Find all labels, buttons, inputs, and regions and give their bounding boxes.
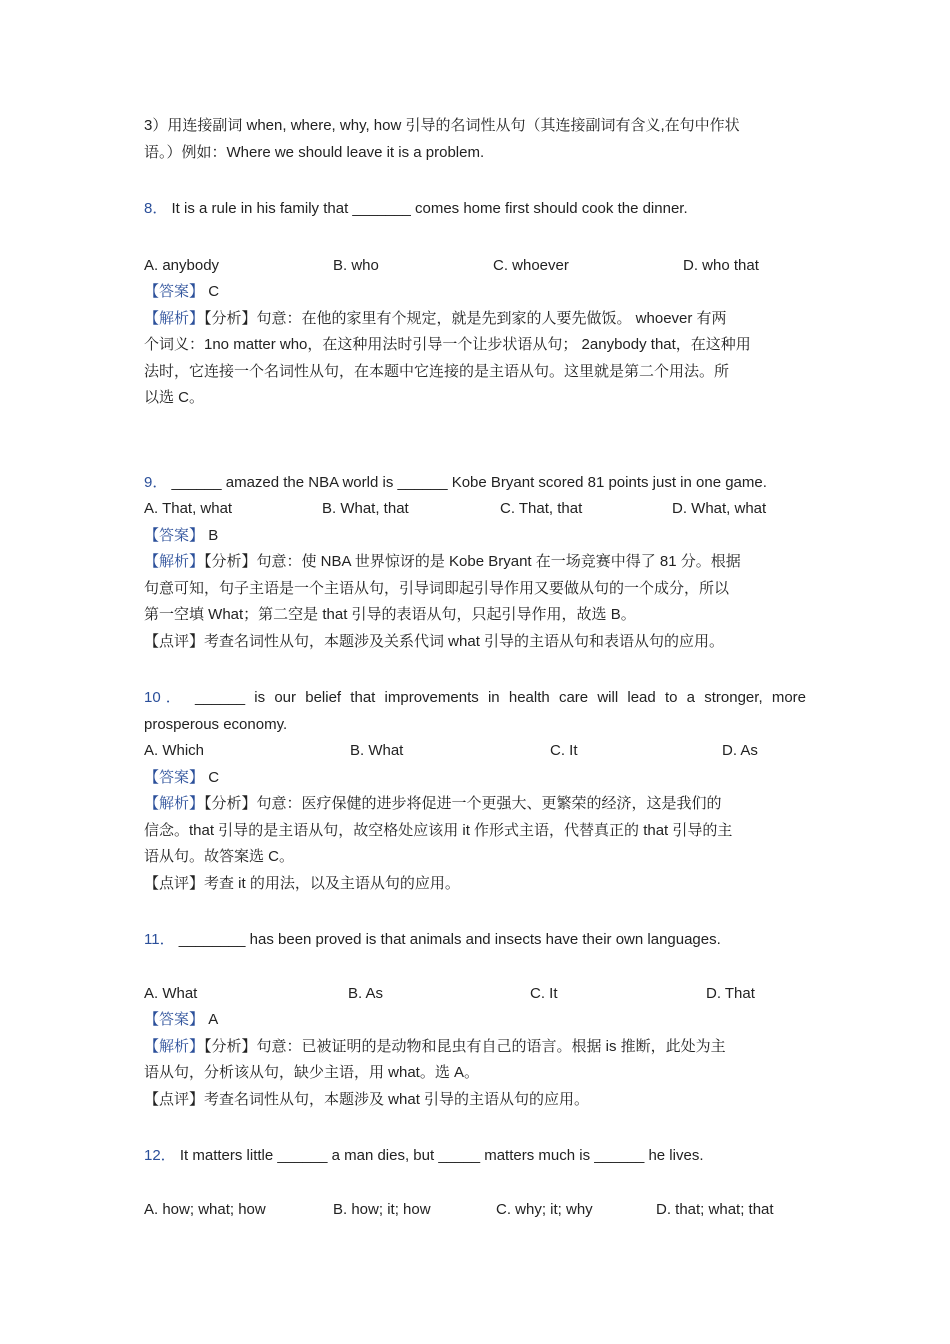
question-9-comment: 【点评】考查名词性从句，本题涉及关系代词 what 引导的主语从句和表语从句的应用。	[144, 632, 725, 650]
question-8-analysis-line-3: 法时，它连接一个名词性从句，在本题中它连接的是主语从句。这里就是第二个用法。所	[144, 362, 730, 380]
question-9-answer	[144, 523, 806, 550]
analysis-label: 【解析】	[144, 795, 205, 812]
option-b: B. As	[348, 984, 384, 1002]
intro-line-2: 语。）例如：Where we should leave it is a problem.	[144, 143, 485, 161]
question-8-text: It is a rule in his family that _______ comes home first should cook the dinner.	[171, 200, 688, 217]
question-11-comment: 【点评】考查名词性从句，本题涉及 what 引导的主语从句的应用。	[144, 1090, 590, 1108]
question-12-options	[144, 1197, 806, 1224]
option-d: D. that; what; that	[656, 1200, 774, 1218]
option-c: C. It	[550, 742, 578, 759]
question-10-options	[144, 738, 806, 765]
option-a: A. That, what	[144, 500, 233, 517]
intro-line-1: 3）用连接副词 when, where, why, how 引导的名词性从句（其连接副词有含义,在句中作状	[144, 117, 740, 134]
question-10-answer	[144, 765, 806, 792]
question-8-stem	[144, 196, 806, 223]
answer-value: A	[208, 1011, 219, 1028]
question-9-text: ______ amazed the NBA world is ______ Kobe Bryant scored 81 points just in one game.	[171, 473, 767, 491]
option-a: A. how; what; how	[144, 1200, 266, 1218]
question-11-stem	[144, 927, 806, 954]
question-12-stem	[144, 1143, 806, 1170]
question-8-analysis-line-4: 以选 C。	[144, 389, 205, 406]
question-9-analysis-line-2: 句意可知，句子主语是一个主语从句，引导词即起引导作用又要做从句的一个成分，所以	[144, 579, 730, 597]
question-11-answer	[144, 1007, 806, 1034]
question-11-analysis-line-2: 语从句，分析该从句，缺少主语，用 what。选 A。	[144, 1064, 480, 1081]
option-c: C. whoever	[493, 256, 569, 274]
question-9-number: 9．	[144, 473, 168, 491]
option-d: D. As	[722, 742, 758, 759]
option-a: A. Which	[144, 742, 205, 759]
answer-value: C	[208, 283, 220, 300]
comment-label: 【点评】	[144, 1090, 205, 1108]
option-b: B. What	[350, 742, 404, 759]
question-10-comment: 【点评】考查 it 的用法，以及主语从句的应用。	[144, 874, 460, 892]
option-c: C. That, that	[500, 500, 583, 517]
question-10-analysis-line-2: 信念。that 引导的是主语从句，故空格处应该用 it 作形式主语，代替真正的 that 引导的主	[144, 821, 733, 839]
option-d: D. What, what	[672, 500, 767, 517]
option-d: D. who that	[683, 256, 759, 274]
option-c: C. why; it; why	[496, 1200, 593, 1218]
answer-value: C	[208, 768, 220, 786]
question-10-analysis-line-3: 语从句。故答案选 C。	[144, 848, 295, 865]
question-8-options	[144, 253, 806, 280]
question-10-text: ______ is our belief that improvements in health care will lead to a stronger, more	[195, 689, 807, 706]
question-8-number: 8．	[144, 200, 168, 217]
comment-label: 【点评】	[144, 632, 205, 650]
question-9-options	[144, 496, 806, 523]
comment-label: 【点评】	[144, 874, 205, 892]
answer-label: 【答案】	[144, 283, 205, 300]
question-12-text: It matters little ______ a man dies, but _____ matters much is ______ he lives.	[179, 1147, 704, 1164]
question-11-analysis-line-1: 【解析】【分析】句意：已被证明的是动物和昆虫有自己的语言。根据 is 推断，此处为主	[144, 1037, 726, 1055]
option-c: C. It	[530, 984, 558, 1002]
option-b: B. What, that	[322, 500, 409, 517]
question-12-number: 12．	[144, 1147, 176, 1164]
analysis-label: 【解析】	[144, 309, 205, 327]
question-8-answer	[144, 279, 806, 306]
question-9-analysis-line-1: 【解析】【分析】句意：使 NBA 世界惊讶的是 Kobe Bryant 在一场竞赛中得了 81 分。根据	[144, 553, 741, 570]
option-a: A. anybody	[144, 256, 220, 274]
analysis-label: 【解析】	[144, 553, 205, 570]
question-10-stem-line-1	[144, 685, 806, 712]
question-8-analysis-line-1: 【解析】【分析】句意：在他的家里有个规定，就是先到家的人要先做饭。 whoever 有两	[144, 309, 727, 327]
option-a: A. What	[144, 984, 198, 1002]
question-8-analysis-line-2: 个词义：1no matter who，在这种用法时引导一个让步状语从句； 2anybody that，在这种用	[144, 336, 751, 353]
question-9-stem	[144, 470, 806, 497]
answer-label: 【答案】	[144, 768, 205, 786]
question-10-analysis-line-1: 【解析】【分析】句意：医疗保健的进步将促进一个更强大、更繁荣的经济，这是我们的	[144, 795, 722, 812]
question-11-number: 11．	[144, 931, 175, 948]
question-11-text: ________ has been proved is that animals and insects have their own languages.	[178, 931, 721, 948]
question-10-number: 10．	[144, 689, 186, 706]
question-10-stem-line-2: prosperous economy.	[144, 715, 288, 733]
analysis-label: 【解析】	[144, 1037, 205, 1055]
document-page	[144, 113, 806, 1223]
option-d: D. That	[706, 984, 755, 1002]
question-9-analysis-line-3: 第一空填 What；第二空是 that 引导的表语从句，只起引导作用，故选 B。	[144, 606, 636, 623]
answer-value: B	[208, 526, 219, 544]
answer-label: 【答案】	[144, 1011, 205, 1028]
question-11-options	[144, 981, 806, 1008]
answer-label: 【答案】	[144, 526, 205, 544]
option-b: B. how; it; how	[333, 1200, 431, 1218]
option-b: B. who	[333, 256, 379, 274]
